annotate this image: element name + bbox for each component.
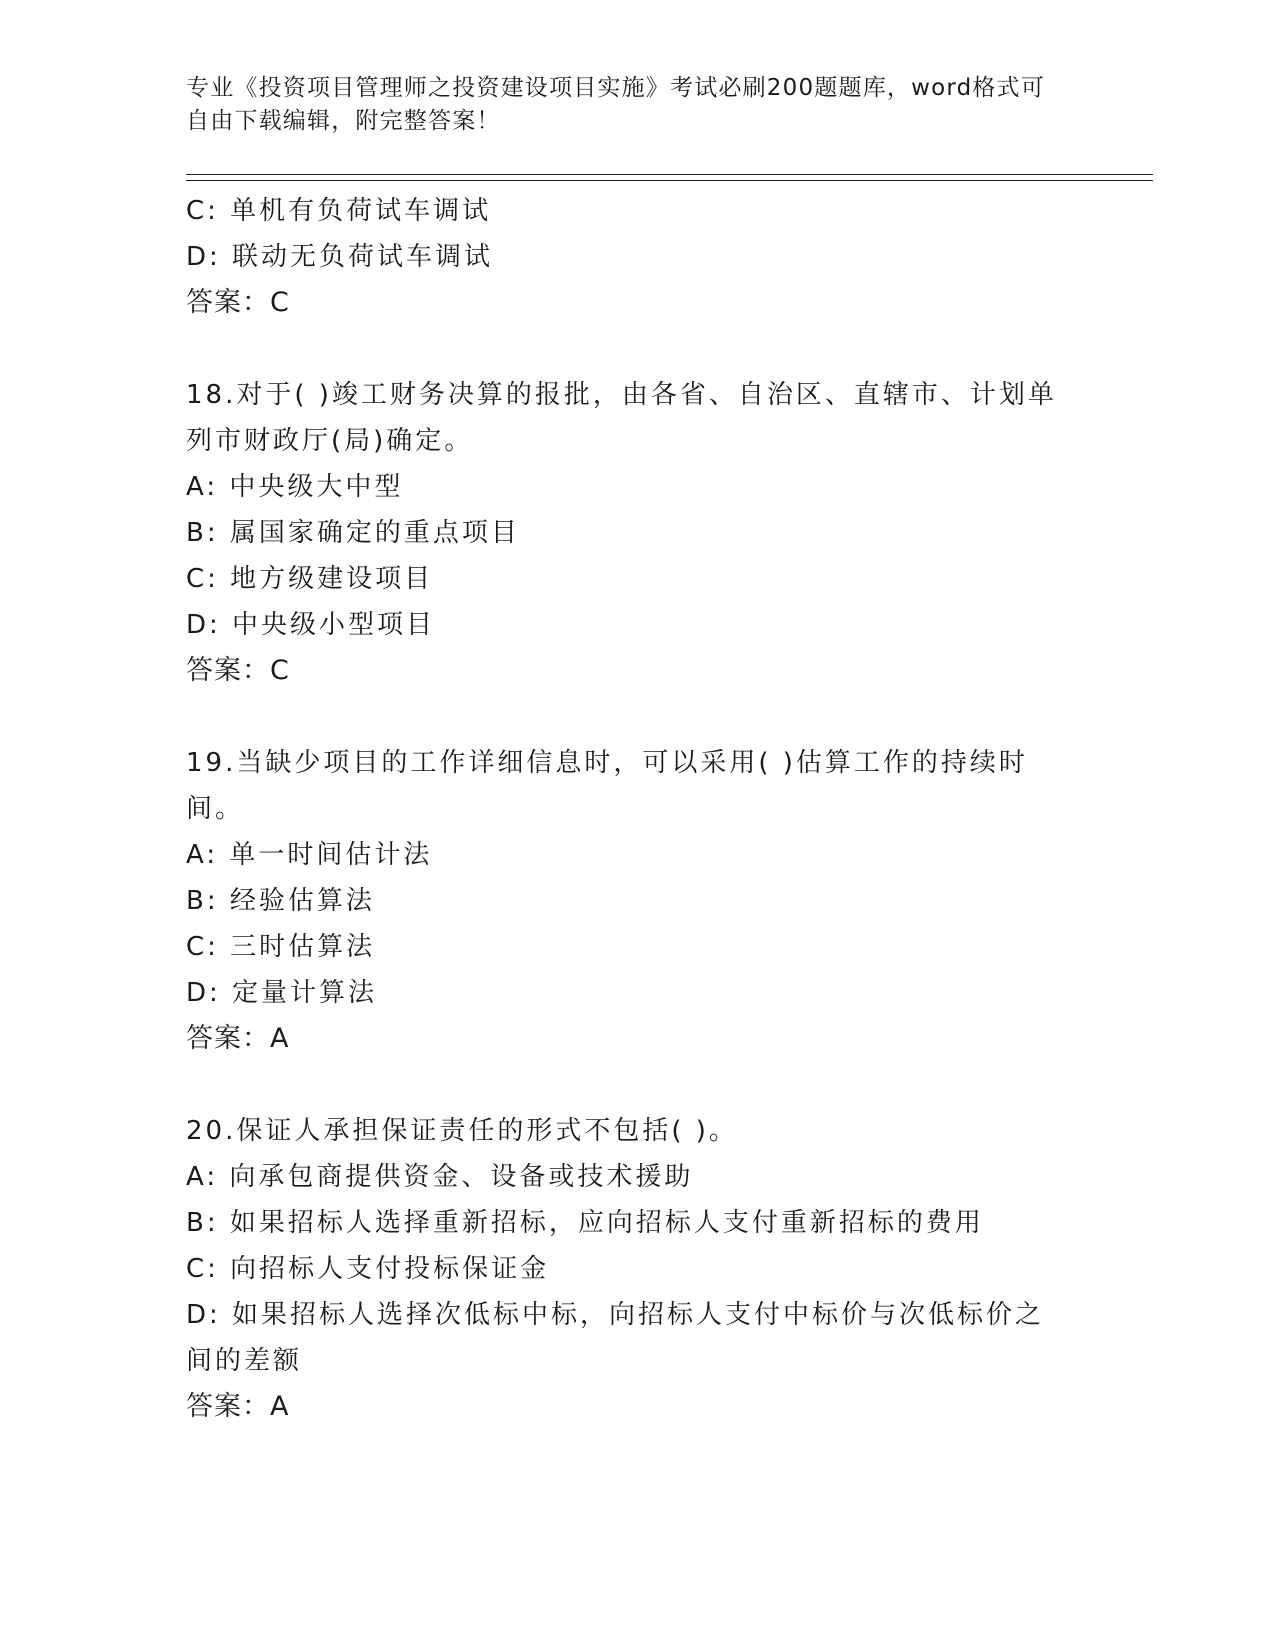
question-list	[186, 188, 1086, 1430]
header-divider-top	[186, 174, 1153, 175]
answer-line: 答案：C	[186, 655, 290, 686]
document-header: 专业《投资项目管理师之投资建设项目实施》考试必刷200题题库，word格式可自由下载编辑，附完整答案！	[186, 75, 1046, 134]
option-d: D: 中央级小型项目	[186, 610, 436, 640]
question-17-tail	[186, 188, 1086, 326]
header-divider-bottom	[186, 180, 1153, 181]
question-20	[186, 1108, 1086, 1430]
option-b: B: 如果招标人选择重新招标，应向招标人支付重新招标的费用	[186, 1208, 984, 1238]
option-c: C: 三时估算法	[186, 932, 376, 962]
option-d: D: 联动无负荷试车调试	[186, 242, 494, 272]
option-c: C: 地方级建设项目	[186, 564, 434, 594]
question-stem: 20.保证人承担保证责任的形式不包括( )。	[186, 1116, 738, 1146]
answer-line: 答案：C	[186, 287, 290, 318]
option-c: C: 单机有负荷试车调试	[186, 196, 492, 226]
question-stem: 19.当缺少项目的工作详细信息时，可以采用( )估算工作的持续时间。	[186, 748, 1028, 824]
option-d: D: 如果招标人选择次低标中标，向招标人支付中标价与次低标价之间的差额	[186, 1300, 1045, 1376]
option-c: C: 向招标人支付投标保证金	[186, 1254, 550, 1284]
option-b: B: 属国家确定的重点项目	[186, 518, 520, 548]
option-d: D: 定量计算法	[186, 978, 378, 1008]
answer-line: 答案：A	[186, 1391, 290, 1422]
question-18	[186, 372, 1086, 694]
question-19	[186, 740, 1086, 1062]
question-stem: 18.对于( )竣工财务决算的报批，由各省、自治区、直辖市、计划单列市财政厅(局)确定。	[186, 380, 1057, 456]
answer-line: 答案：A	[186, 1023, 290, 1054]
option-a: A: 向承包商提供资金、设备或技术援助	[186, 1162, 694, 1192]
option-a: A: 中央级大中型	[186, 472, 404, 502]
option-b: B: 经验估算法	[186, 886, 375, 916]
option-a: A: 单一时间估计法	[186, 840, 433, 870]
